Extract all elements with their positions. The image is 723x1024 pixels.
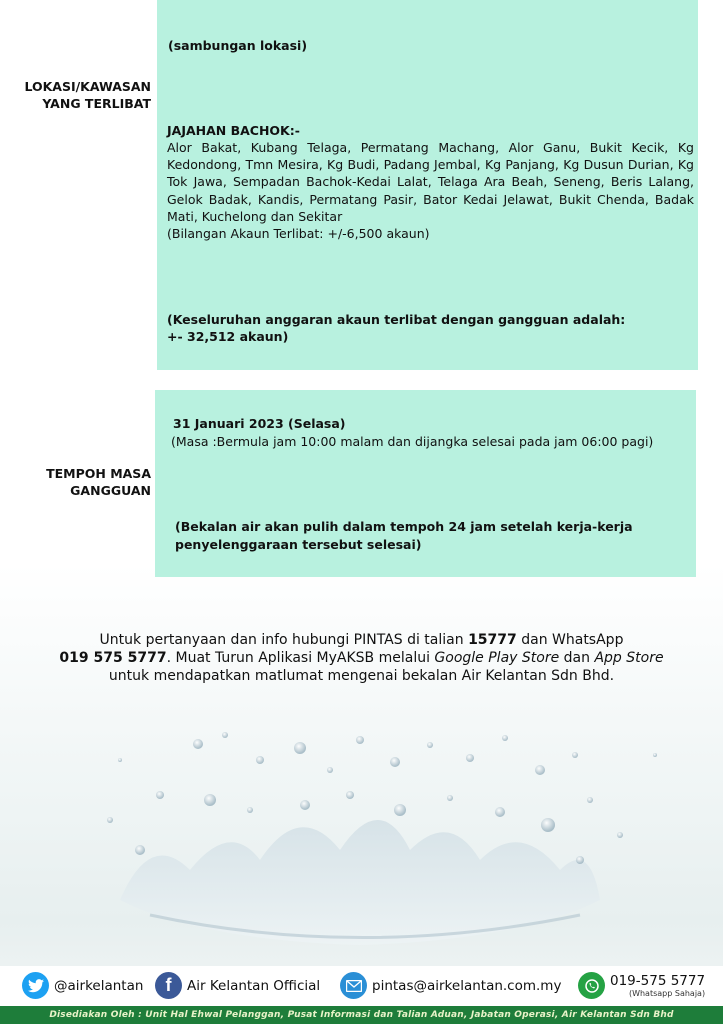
- outage-date: 31 Januari 2023 (Selasa): [173, 416, 346, 431]
- duration-label: [46, 465, 151, 499]
- facebook-link[interactable]: [155, 972, 320, 999]
- location-label-line1: LOKASI/KAWASAN: [24, 79, 151, 94]
- footer: [0, 966, 723, 1006]
- continuation-note: (sambungan lokasi): [168, 38, 308, 53]
- affected-areas: Alor Bakat, Kubang Telaga, Permatang Machang, Alor Ganu, Bukit Kecik, Kg Kedondong, Tmn Mesira, Kg Budi, Padang Jembal, Kg Panjang, Kg Dusun Durian, Kg Tok Jawa, Sempadan Bachok-Kedai Lalat, Telaga Ara Beah, Seneng, Beris Lalang, Gelok Badak, Kandis, Permatang Pasir, Bator Kedai Jelawat, Bukit Chenda, Badak Mati, Kuchelong dan Sekitar: [167, 140, 694, 224]
- contact-info: [0, 631, 723, 685]
- facebook-page: Air Kelantan Official: [187, 977, 321, 994]
- app-store: App Store: [594, 650, 664, 666]
- total-accounts-line1: (Keseluruhan anggaran akaun terlibat dengan gangguan adalah:: [167, 312, 626, 327]
- twitter-icon: [22, 972, 49, 999]
- restore-line1: (Bekalan air akan pulih dalam tempoh 24 jam setelah kerja-kerja: [175, 519, 633, 534]
- twitter-handle: @airkelantan: [54, 977, 144, 994]
- contact-text-2: dan WhatsApp: [516, 632, 624, 648]
- district-title: JAJAHAN BACHOK:-: [167, 123, 300, 138]
- contact-text-1: Untuk pertanyaan dan info hubungi PINTAS di talian: [99, 632, 469, 648]
- whatsapp-icon: [578, 972, 605, 999]
- affected-accounts: (Bilangan Akaun Terlibat: +/-6,500 akaun): [167, 226, 430, 241]
- contact-text-3: . Muat Turun Aplikasi MyAKSB melalui: [166, 650, 435, 666]
- email-address: pintas@airkelantan.com.my: [372, 977, 562, 994]
- facebook-icon: f: [155, 972, 182, 999]
- credit-bar: Disediakan Oleh : Unit Hal Ehwal Pelanggan, Pusat Informasi dan Talian Aduan, Jabatan Operasi, Air Kelantan Sdn Bhd: [0, 1006, 723, 1024]
- email-link[interactable]: [340, 972, 561, 999]
- whatsapp-link[interactable]: [578, 972, 705, 999]
- whatsapp-text: [610, 973, 705, 998]
- duration-box: [155, 390, 696, 577]
- pintas-hotline: 15777: [468, 632, 517, 648]
- location-label: [24, 78, 151, 112]
- whatsapp-note: (Whatsapp Sahaja): [628, 989, 706, 998]
- envelope-icon: [340, 972, 367, 999]
- outage-time: (Masa :Bermula jam 10:00 malam dan dijangka selesai pada jam 06:00 pagi): [171, 434, 654, 449]
- location-label-line2: YANG TERLIBAT: [42, 96, 151, 111]
- water-splash-image: [0, 700, 723, 970]
- duration-label-line1: TEMPOH MASA: [46, 466, 151, 481]
- google-play-store: Google Play Store: [434, 650, 560, 666]
- contact-text-4: dan: [559, 650, 595, 666]
- restore-line2: penyelenggaraan tersebut selesai): [175, 537, 422, 552]
- total-accounts-line2: +- 32,512 akaun): [167, 329, 289, 344]
- whatsapp-number: 019 575 5777: [59, 650, 167, 666]
- twitter-link[interactable]: [22, 972, 143, 999]
- contact-line3: untuk mendapatkan matlumat mengenai bekalan Air Kelantan Sdn Bhd.: [108, 668, 615, 684]
- contact-line2: [0, 649, 723, 667]
- whatsapp-phone: 019-575 5777: [610, 973, 706, 989]
- duration-label-line2: GANGGUAN: [70, 483, 151, 498]
- location-box: [157, 0, 698, 370]
- contact-line1: [0, 631, 723, 649]
